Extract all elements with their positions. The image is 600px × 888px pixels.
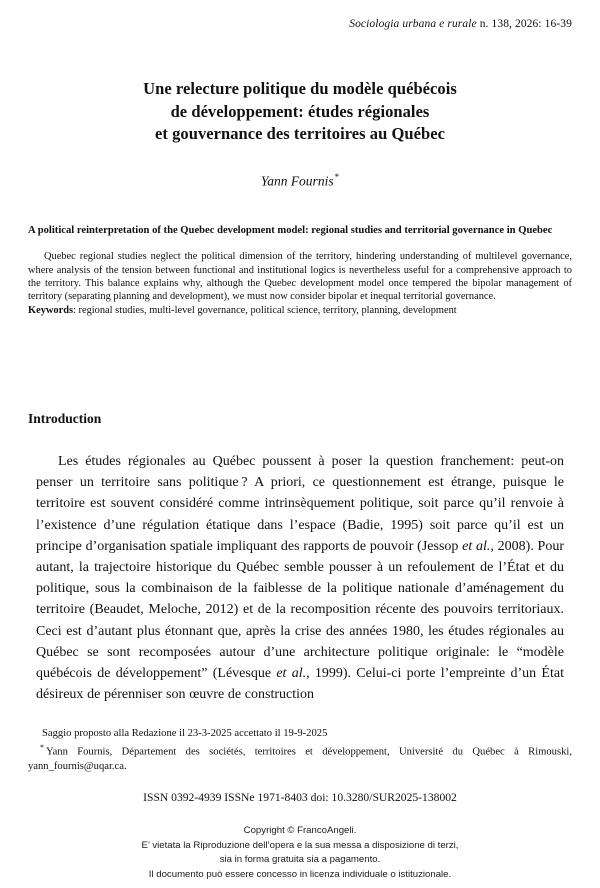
keywords-value: : regional studies, multi-level governance, political science, territory, planning, development [73, 304, 457, 316]
author-name: Yann Fournis [260, 173, 334, 189]
body-paragraph-1 [36, 451, 564, 705]
issn-doi-line: ISSN 0392-4939 ISSNe 1971-8403 doi: 10.3280/SUR2025-138002 [143, 791, 457, 804]
title-line-1: Une relecture politique du modèle québécois [143, 79, 457, 98]
section-heading-introduction: Introduction [28, 411, 102, 426]
copyright-line-4: Il documento può essere concesso in licenza individuale o istituzionale. [148, 868, 452, 880]
body-text-part-2: , 2008). Pour autant, la trajectoire historique du Québec semble pousser à un refoulement de l’État et du politique, sous la combinaison de la faiblesse de la politique nationale d’aménagement du territoire (Beaudet, Meloche, 2012) et de la recomposition récente des pouvoirs territoriaux. Ceci est d’autant plus étonnant que, après la crise des années 1980, les études régionales au Québec se sont recomposées autour d’une architecture politique originale: le “modèle québécois de développement” (Lévesque [36, 538, 565, 682]
body-text-part-1: Les études régionales au Québec poussent à poser la question franchement: peut-on penser un territoire sans politique ? A priori, ce questionnement est étrange, puisque le territoire est souvent considéré comme intrinsèquement politique, soit parce qu’il renvoie à l’existence d’une régulation étatique dans l’espace (Badie, 1995) soit parce qu’il est un principe d’organisation spatiale impliquant des rapports de pouvoir (Jessop [36, 454, 564, 554]
copyright-notice [28, 824, 572, 882]
citation-jessop-etal: et al. [462, 538, 491, 554]
copyright-line-1: Copyright © FrancoAngeli. [243, 825, 357, 836]
footnote-marker: * [40, 743, 44, 753]
abstract-english-title: A political reinterpretation of the Quebec development model: regional studies and territorial governance in Quebec [28, 225, 553, 236]
citation-levesque-etal: et al. [276, 666, 307, 682]
abstract-body: Quebec regional studies neglect the political dimension of the territory, hindering understanding of multilevel governance, where analysis of the tension between functional and institutional logics is nevertheless useful for a comprehensive approach to the territory. This balance explains why, although the Quebec development model once tempered the bipolar management of territory (separating planning and development), we must now consider bipolar et inequal territorial governance. [28, 251, 572, 303]
journal-name: Sociologia urbana e rurale [349, 18, 477, 30]
title-line-3: et gouvernance des territoires au Québec [155, 124, 445, 143]
page-title [48, 78, 552, 146]
footnote-block [28, 727, 572, 774]
footnote-affiliation [28, 741, 572, 774]
author-footnote-marker: * [334, 172, 340, 182]
footnote-submission-dates: Saggio proposto alla Redazione il 23-3-2025 accettato il 19-9-2025 [42, 728, 328, 739]
body-content [36, 451, 564, 705]
copyright-line-3: sia in forma gratuita sia a pagamento. [219, 854, 381, 866]
abstract-section [28, 224, 572, 317]
copyright-line-2: E’ vietata la Riproduzione dell’opera e la sua messa a disposizione di terzi, [141, 839, 459, 851]
body-text-part-3: , 1999). Celui-ci porte l’empreinte d’un État désireux de pérenniser son œuvre de construction [36, 666, 564, 703]
footnote-affiliation-text: Yann Fournis, Département des sociétés, territoires et développement, Université du Québec à Rimouski, yann_fournis@uqar.ca. [28, 746, 572, 772]
journal-issue: n. 138, 2026: 16-39 [476, 18, 572, 30]
keywords-line [28, 304, 572, 317]
title-line-2: de développement: études régionales [170, 101, 430, 121]
author-byline [48, 172, 552, 190]
running-head [36, 18, 572, 30]
keywords-label: Keywords [28, 304, 74, 316]
